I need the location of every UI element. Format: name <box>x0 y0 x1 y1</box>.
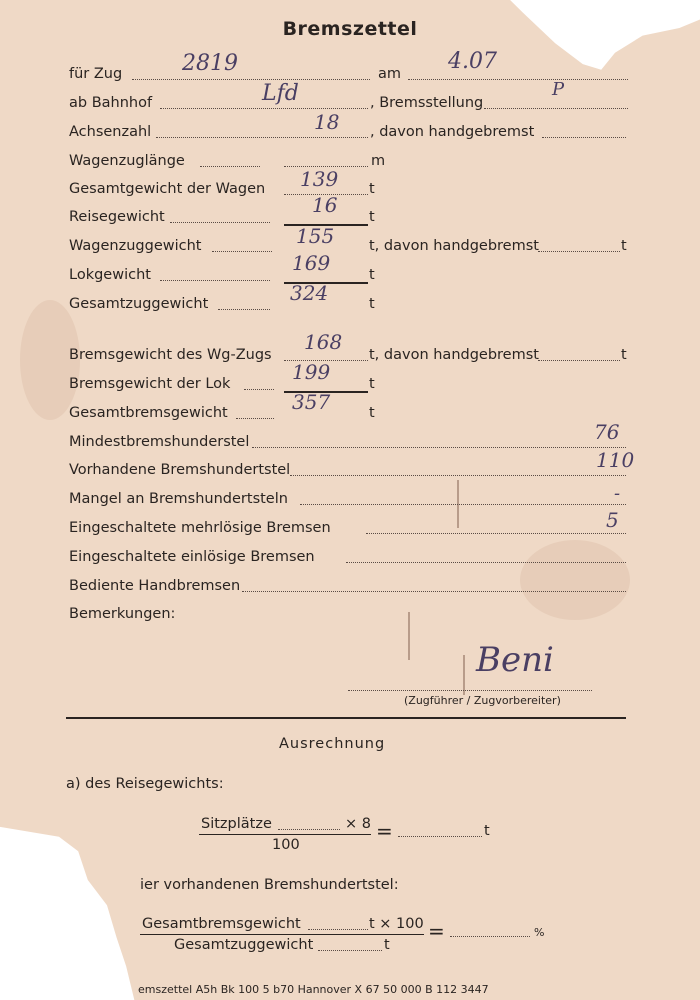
reise-leader <box>170 222 270 223</box>
brems-lok-label: Bremsgewicht der Lok <box>69 376 231 392</box>
reise-label: Reisegewicht <box>69 209 165 225</box>
lok-value: 169 <box>292 251 331 275</box>
gesamtbrems-value: 357 <box>292 390 331 414</box>
equals: = <box>428 919 445 943</box>
form-title: Bremszettel <box>282 18 418 40</box>
achsen-value: 18 <box>314 110 340 134</box>
reise-value: 16 <box>312 193 338 217</box>
wagenzug-value: 155 <box>296 224 335 248</box>
t-unit: t <box>369 181 375 197</box>
bahnhof-label: ab Bahnhof <box>69 95 153 111</box>
sitz-field-line <box>278 829 340 830</box>
brems-wg-label: Bremsgewicht des Wg-Zugs <box>69 347 272 363</box>
wagenzug-hand-label: t, davon handgebremst <box>369 238 539 254</box>
wagenzug-leader <box>212 251 272 252</box>
einloesig-field-line <box>346 562 626 563</box>
mehrloesig-value: 5 <box>606 508 619 532</box>
reise-result-line <box>398 836 482 837</box>
torn-corner <box>0 826 155 1000</box>
bahnhof-field-line <box>160 108 368 109</box>
gesamtzug-label: Gesamtzuggewicht <box>69 296 209 312</box>
vorhandene-label: Vorhandene Bremshundertstel <box>69 462 291 478</box>
zug-label: für Zug <box>69 66 123 82</box>
mehrloesig-label: Eingeschaltete mehrlösige Bremsen <box>69 520 331 536</box>
lok-label: Lokgewicht <box>69 267 151 283</box>
t-unit: t <box>369 267 375 283</box>
hand-field-line <box>242 591 626 592</box>
gesamtgewicht-value: 139 <box>300 167 339 191</box>
gesamtzug-term: Gesamtzuggewicht <box>174 937 314 953</box>
gesamtzug-calc-line <box>318 950 382 951</box>
brems-lok-value: 199 <box>292 360 331 384</box>
wagenzug-hand-field-line <box>538 251 620 252</box>
signature: Beni <box>476 640 554 680</box>
am-label: am <box>378 66 402 82</box>
gesamtbrems-label: Gesamtbremsgewicht <box>69 405 228 421</box>
calc-a-label: a) des Reisegewichts: <box>66 776 224 792</box>
t-unit: t <box>369 296 375 312</box>
bemerkungen-label: Bemerkungen: <box>69 606 176 622</box>
wagenzug-label: Wagenzuggewicht <box>69 238 202 254</box>
laenge-label: Wagenzuglänge <box>69 153 185 169</box>
mangel-value: - <box>614 483 621 504</box>
achsen-label: Achsenzahl <box>69 124 152 140</box>
t-unit: t <box>484 823 490 839</box>
equals: = <box>376 819 393 843</box>
pen-mark <box>463 655 465 695</box>
fraction-bar <box>199 834 371 835</box>
sitz-label: Sitzplätze <box>201 816 272 832</box>
brems-wg-hand-field-line <box>538 360 620 361</box>
pen-mark <box>408 612 410 660</box>
brems-wg-hand-label: t, davon handgebremst <box>369 347 539 363</box>
gesamtbrems-calc-line <box>308 929 368 930</box>
percent-result-line <box>450 936 530 937</box>
brems-wg-value: 168 <box>304 330 343 354</box>
denom-100: 100 <box>272 837 300 853</box>
einloesig-label: Eingeschaltete einlösige Bremsen <box>69 549 315 565</box>
gesamtzug-leader <box>218 309 270 310</box>
mehrloesig-field-line <box>366 533 626 534</box>
lok-leader <box>160 280 270 281</box>
am-field-line <box>408 79 628 80</box>
gesamtbrems-leader <box>236 418 274 419</box>
signature-line <box>348 690 592 691</box>
gesamtzug-value: 324 <box>290 281 329 305</box>
bahnhof-value: Lfd <box>262 81 299 106</box>
zug-value: 2819 <box>182 51 238 76</box>
t-unit: t <box>621 347 627 363</box>
vorhandene-value: 110 <box>596 448 635 472</box>
brems-lok-leader <box>244 389 274 390</box>
achsen-field-line <box>156 137 368 138</box>
mindest-label: Mindestbremshunderstel <box>69 434 250 450</box>
zug-field-line <box>132 79 370 80</box>
bremsstellung-label: , Bremsstellung <box>370 95 484 111</box>
t-unit: t <box>369 376 375 392</box>
t-unit: t <box>384 937 390 953</box>
torn-corner <box>500 0 700 85</box>
stain <box>520 540 630 620</box>
laenge-unit: m <box>371 153 386 169</box>
t-unit: t <box>369 405 375 421</box>
signature-caption: (Zugführer / Zugvorbereiter) <box>404 694 561 707</box>
mindest-value: 76 <box>594 420 620 444</box>
bremsstellung-field-line <box>484 108 628 109</box>
mindest-field-line <box>252 447 626 448</box>
t-unit: t <box>369 209 375 225</box>
section-divider <box>66 717 626 719</box>
fraction-bar <box>140 934 424 935</box>
achsen-hand-field-line <box>542 137 626 138</box>
achsen-hand-label: , davon handgebremst <box>370 124 535 140</box>
gesamtgewicht-label: Gesamtgewicht der Wagen <box>69 181 266 197</box>
vorhandene-field-line <box>290 475 626 476</box>
gesamtbrems-term: Gesamtbremsgewicht <box>142 916 301 932</box>
times-100: t × 100 <box>369 916 424 932</box>
percent-sign: % <box>534 926 545 939</box>
mangel-field-line <box>300 504 626 505</box>
form-footer: emszettel A5h Bk 100 5 b70 Hannover X 67 50 000 B 112 3447 <box>138 983 489 996</box>
calc-b-label: ier vorhandenen Bremshundertstel: <box>140 877 399 893</box>
mangel-label: Mangel an Bremshundertsteln <box>69 491 288 507</box>
times-8: × 8 <box>345 816 371 832</box>
laenge-leader <box>200 166 260 167</box>
hand-label: Bediente Handbremsen <box>69 578 241 594</box>
t-unit: t <box>621 238 627 254</box>
calc-heading: Ausrechnung <box>279 736 386 752</box>
am-value: 4.07 <box>448 49 497 74</box>
bremsstellung-value: P <box>552 79 565 100</box>
